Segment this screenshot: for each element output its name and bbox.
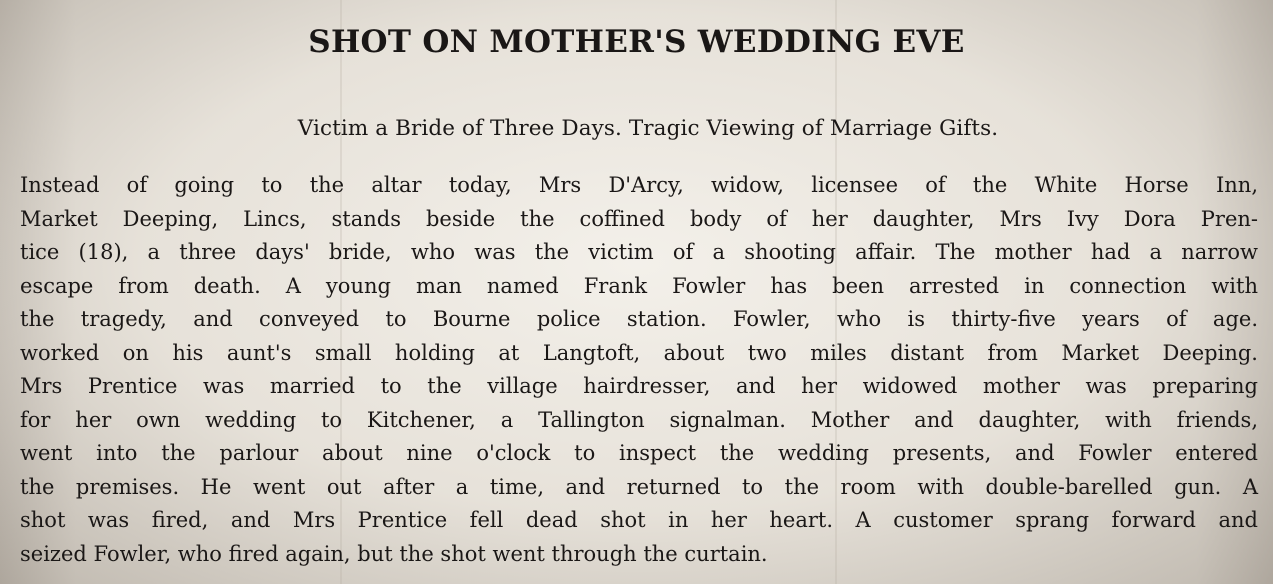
article-line: went into the parlour about nine o'clock to inspect the wedding presents, and Fowler entered: [20, 441, 1258, 465]
article-line: shot was fired, and Mrs Prentice fell dead shot in her heart. A customer sprang forward and: [20, 508, 1258, 532]
article-line: Mrs Prentice was married to the village hairdresser, and her widowed mother was preparing: [20, 374, 1258, 398]
article-line: Instead of going to the altar today, Mrs D'Arcy, widow, licensee of the White Horse Inn,: [20, 173, 1258, 197]
article-line: the tragedy, and conveyed to Bourne police station. Fowler, who is thirty-five years of age.: [20, 307, 1258, 331]
article-line: Market Deeping, Lincs, stands beside the coffined body of her daughter, Mrs Ivy Dora Pren-: [20, 206, 1258, 231]
article-body: [20, 169, 1258, 571]
article-line: for her own wedding to Kitchener, a Tallington signalman. Mother and daughter, with friends,: [20, 407, 1258, 432]
article-line: the premises. He went out after a time, and returned to the room with double-barelled gun. A: [20, 474, 1258, 499]
article-line: tice (18), a three days' bride, who was the victim of a shooting affair. The mother had a narrow: [20, 240, 1258, 264]
article-line: seized Fowler, who fired again, but the shot went through the curtain.: [20, 541, 768, 566]
article-line: escape from death. A young man named Frank Fowler has been arrested in connection with: [20, 273, 1258, 298]
article-line: worked on his aunt's small holding at Langtoft, about two miles distant from Market Deeping.: [20, 340, 1258, 365]
headline: SHOT ON MOTHER'S WEDDING EVE: [308, 24, 965, 60]
subheadline: Victim a Bride of Three Days. Tragic Viewing of Marriage Gifts.: [297, 116, 999, 141]
